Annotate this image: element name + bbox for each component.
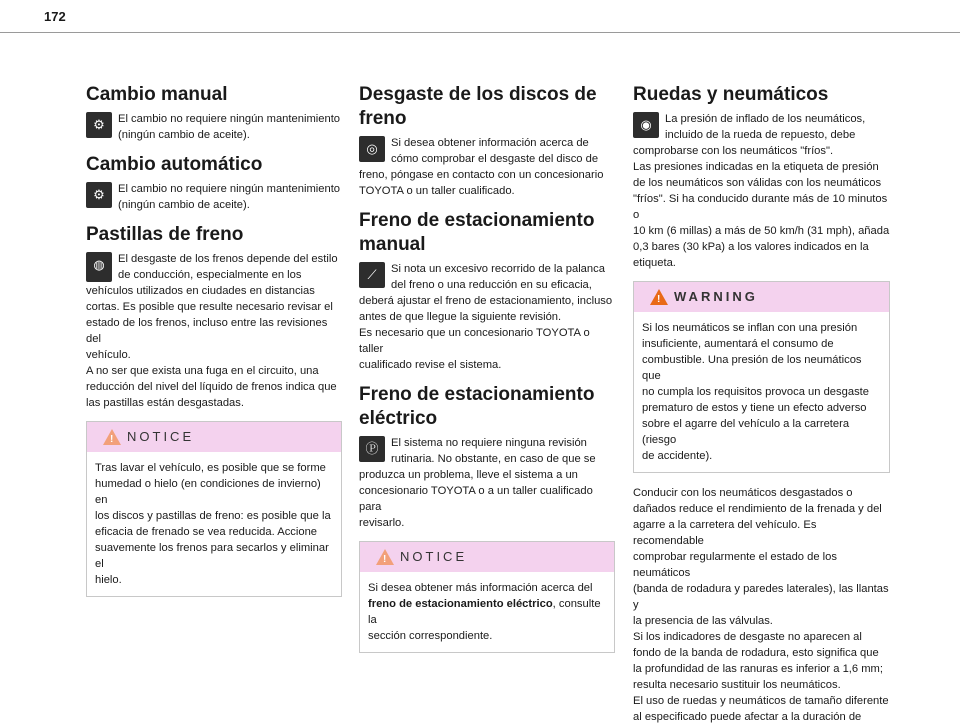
notice-box <box>86 421 342 597</box>
column-2 <box>359 83 615 665</box>
header-rule <box>0 32 960 33</box>
manual-gearbox-title: Cambio manual <box>86 84 228 105</box>
electric-parking-brake-icon: Ⓟ <box>359 436 385 462</box>
tire-icon: ◉ <box>633 112 659 138</box>
manual-gearbox-text: El cambio no requiere ningún mantenimiento (ningún cambio de aceite). <box>118 113 341 141</box>
notice-box <box>359 541 615 653</box>
auto-gearbox-icon: ⚙ <box>86 182 112 208</box>
notice-title: NOTICE <box>127 429 195 444</box>
brake-disc-icon: ◎ <box>359 136 385 162</box>
warning-title: WARNING <box>674 289 758 304</box>
notice-text: Si desea obtener más información acerca del freno de estacionamiento eléctrico, consulte la sección correspondiente. <box>368 582 601 642</box>
section-brake-discs <box>359 83 615 199</box>
notice-bold-text: freno de estacionamiento eléctrico <box>368 598 553 610</box>
manual-parking-brake-title: Freno de estacionamiento manual <box>359 210 595 255</box>
column-3 <box>633 83 890 725</box>
column-1 <box>86 83 342 609</box>
section-auto-gearbox <box>86 153 342 213</box>
section-brake-pads <box>86 223 342 411</box>
brake-pads-title: Pastillas de freno <box>86 224 244 245</box>
wheels-tyres-title: Ruedas y neumáticos <box>633 84 829 105</box>
page-number: 172 <box>44 9 66 24</box>
brake-discs-title: Desgaste de los discos de freno <box>359 84 597 129</box>
wheels-tyres-text: La presión de inflado de los neumáticos, incluido de la rueda de repuesto, debe comprobarse con los neumáticos "fríos". Las presiones indicadas en la etiqueta de presión de los neumáticos son válidas con los neumáticos "fríos". Si ha conducido durante más de 10 minutos o 10 km (6 millas) a más de 50 km/h (31 mph), añada 0,3 bares (30 kPa) a los valores indicados en la etiqueta. <box>633 113 890 269</box>
wheels-tyres-continued-text: Conducir con los neumáticos desgastados o dañados reduce el rendimiento de la frenada y del agarre a la carretera del vehículo. Es recomendable comprobar regularmente el estado de los neumáticos (banda de rodadura y paredes laterales), las llantas y la presencia de las válvulas. Si los indicadores de desgaste no aparecen al fondo de la banda de rodadura, esto significa que la profundidad de las ranuras es inferior a 1,6 mm; resulta necesario sustituir los neumáticos. El uso de ruedas y neumáticos de tamaño diferente al especificado puede afectar a la duración de <box>633 487 889 723</box>
notice-title: NOTICE <box>400 549 468 564</box>
parking-lever-icon: ⟋ <box>359 262 385 288</box>
manual-parking-brake-text: Si nota un excesivo recorrido de la palanca del freno o una reducción en su eficacia, deberá ajustar el freno de estacionamiento, incluso antes de que llegue la siguiente revisión. Es necesario que un concesionario TOYOTA o taller cualificado revise el sistema. <box>359 263 613 371</box>
brake-discs-text: Si desea obtener información acerca de cómo comprobar el desgaste del disco de freno, póngase en contacto con un concesionario TOYOTA o un taller cualificado. <box>359 137 604 197</box>
section-wheels-tyres <box>633 83 890 271</box>
section-manual-gearbox <box>86 83 342 143</box>
notice-text: Tras lavar el vehículo, es posible que se forme humedad o hielo (en condiciones de invierno) en los discos y pastillas de freno: es posible que la eficacia de frenado se vea reducida. Accione suavemente los frenos para secarlos y eliminar el hielo. <box>95 462 331 586</box>
section-manual-parking-brake <box>359 209 615 373</box>
auto-gearbox-title: Cambio automático <box>86 154 263 175</box>
warning-triangle-icon <box>376 549 394 565</box>
auto-gearbox-text: El cambio no requiere ningún mantenimiento (ningún cambio de aceite). <box>118 183 341 211</box>
section-electric-parking-brake <box>359 383 615 531</box>
electric-parking-brake-title: Freno de estacionamiento eléctrico <box>359 384 595 429</box>
brake-pads-text: El desgaste de los frenos depende del estilo de conducción, especialmente en los vehículos utilizados en ciudades en distancias cortas. Es posible que resulte necesario revisar el estado de los frenos, incluso entre las revisiones del vehículo. A no ser que exista una fuga en el circuito, una reducción del nivel del líquido de frenos indica que las pastillas están desgastadas. <box>86 253 338 409</box>
gearbox-icon: ⚙ <box>86 112 112 138</box>
warning-box <box>633 281 890 473</box>
electric-parking-brake-text: El sistema no requiere ninguna revisión rutinaria. No obstante, en caso de que se produzca un problema, lleve el sistema a un concesionario TOYOTA o a un taller cualificado para revisarlo. <box>359 437 596 529</box>
warning-triangle-icon <box>650 289 668 305</box>
warning-triangle-icon <box>103 429 121 445</box>
brake-pad-icon: ◍ <box>86 252 112 282</box>
warning-text: Si los neumáticos se inflan con una presión insuficiente, aumentará el consumo de combustible. Una presión de los neumáticos que no cumpla los requisitos provoca un desgaste prematuro de estos y tiene un efecto adverso sobre el agarre del vehículo a la carretera (riesgo de accidente). <box>642 322 869 462</box>
